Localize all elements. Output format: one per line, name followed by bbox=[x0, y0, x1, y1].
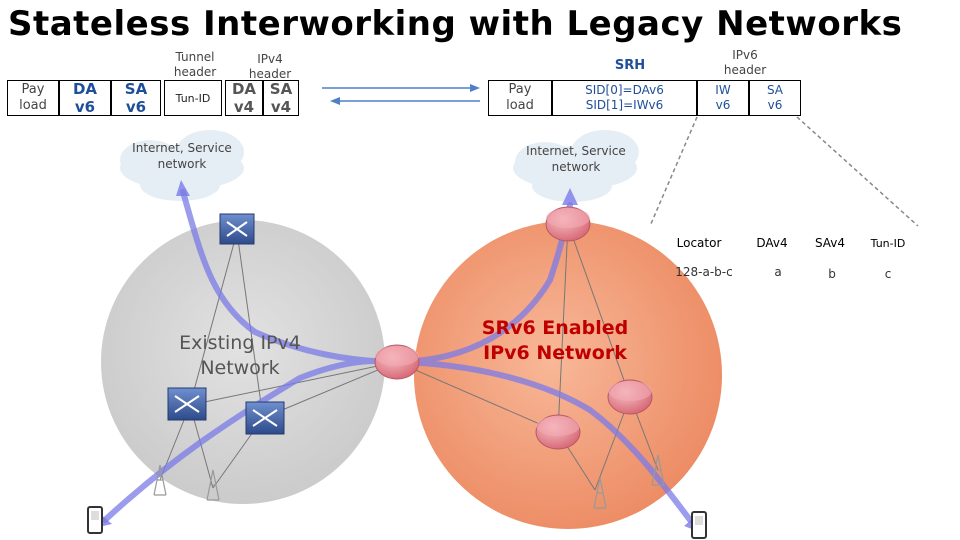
right-packet-payload: Pay load bbox=[488, 80, 552, 116]
ipv6-header-caption: IPv6 header bbox=[723, 48, 767, 77]
tunnel-header-caption: Tunnel header bbox=[173, 50, 217, 79]
router-icon bbox=[546, 207, 590, 241]
switch-icon bbox=[168, 388, 206, 420]
left-packet-da-v6: DA v6 bbox=[59, 80, 111, 116]
srh-caption: SRH bbox=[614, 58, 646, 73]
srv6-network-label: SRv6 Enabled IPv6 Network bbox=[481, 317, 629, 364]
ipv4-header-caption: IPv4 header bbox=[248, 52, 292, 81]
router-icon bbox=[536, 415, 580, 449]
table-value-sav4: b bbox=[828, 267, 836, 281]
table-header-locator: Locator bbox=[676, 236, 722, 250]
table-value-locator: 128-a-b-c bbox=[675, 265, 733, 279]
left-packet-da-v4: DA v4 bbox=[225, 80, 263, 116]
table-value-tun-id: c bbox=[884, 267, 892, 281]
sid0-entry: SID[0]=DAv6 bbox=[585, 83, 664, 97]
router-icon bbox=[375, 345, 419, 379]
router-icon bbox=[608, 380, 652, 414]
slide-title: Stateless Interworking with Legacy Networks bbox=[8, 4, 903, 44]
legacy-network-label: Existing IPv4 Network bbox=[179, 332, 301, 379]
tunnel-id-field: Tun-ID bbox=[164, 80, 222, 116]
mobile-phone-icon bbox=[88, 507, 102, 533]
table-header-dav4: DAv4 bbox=[756, 236, 788, 250]
right-packet-sa-v6: SA v6 bbox=[749, 80, 801, 116]
table-value-dav4: a bbox=[774, 265, 782, 279]
left-cloud-label: Internet, Service network bbox=[132, 141, 232, 171]
table-header-tun-id: Tun-ID bbox=[870, 237, 906, 250]
table-header-sav4: SAv4 bbox=[814, 236, 846, 250]
switch-icon bbox=[220, 214, 254, 244]
left-packet-sa-v6: SA v6 bbox=[111, 80, 161, 116]
srh-segment-list bbox=[552, 80, 697, 116]
left-packet-payload: Pay load bbox=[7, 80, 59, 116]
mobile-phone-icon bbox=[692, 512, 706, 538]
right-packet-iw-v6: IW v6 bbox=[697, 80, 749, 116]
left-packet-sa-v4: SA v4 bbox=[263, 80, 299, 116]
sid1-entry: SID[1]=IWv6 bbox=[585, 98, 664, 112]
switch-icon bbox=[246, 402, 284, 434]
right-cloud-label: Internet, Service network bbox=[526, 144, 626, 174]
